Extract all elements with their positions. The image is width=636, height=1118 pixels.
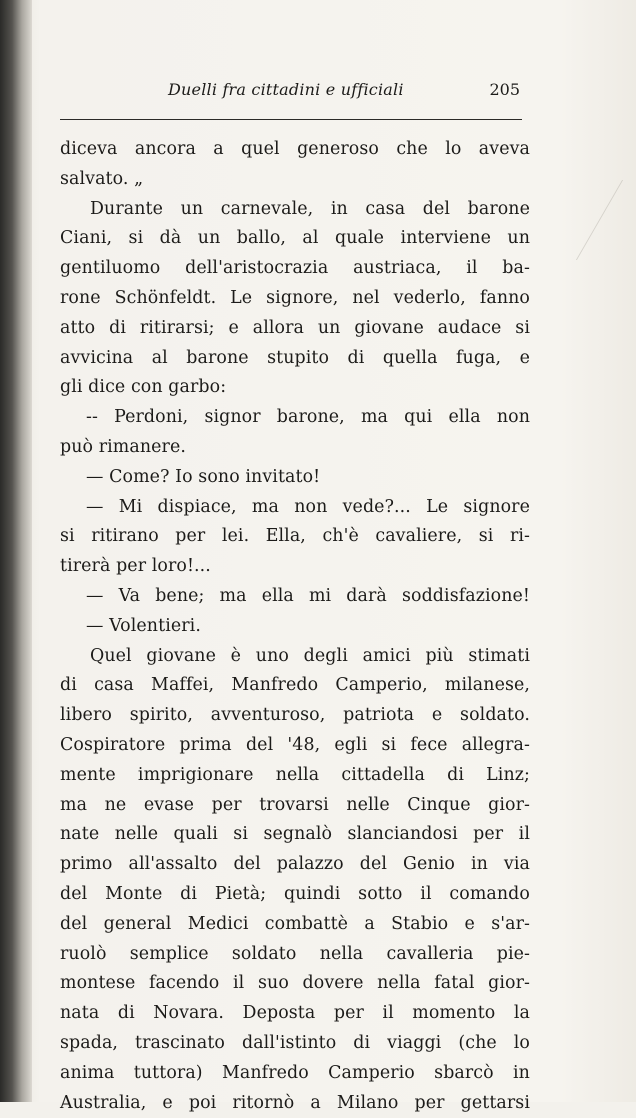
text-line: Quel giovane è uno degli amici più stimati: [60, 642, 530, 672]
text-line: nate nelle quali si segnalò slanciandosi per il: [60, 820, 530, 850]
text-line: Durante un carnevale, in casa del barone: [60, 195, 530, 225]
page-number: 205: [489, 80, 520, 99]
text-line: — Va bene; ma ella mi darà soddisfazione!: [60, 582, 530, 612]
text-line: si ritirano per lei. Ella, ch'è cavaliere, si ri-: [60, 522, 530, 552]
text-line: — Volentieri.: [60, 612, 530, 642]
text-line: salvato. „: [60, 165, 530, 195]
text-line: anima tuttora) Manfredo Camperio sbarcò in: [60, 1059, 530, 1089]
text-line: — Mi dispiace, ma non vede?... Le signore: [60, 493, 530, 523]
text-line: montese facendo il suo dovere nella fatal gior-: [60, 969, 530, 999]
text-line: rone Schönfeldt. Le signore, nel vederlo, fanno: [60, 284, 530, 314]
text-line: — Come? Io sono invitato!: [60, 463, 530, 493]
text-line: nata di Novara. Deposta per il momento la: [60, 999, 530, 1029]
text-line: Australia, e poi ritornò a Milano per gettarsi: [60, 1089, 530, 1118]
text-line: Ciani, si dà un ballo, al quale interviene un: [60, 224, 530, 254]
text-line: può rimanere.: [60, 433, 530, 463]
binding-edge: [0, 0, 32, 1102]
margin-pencil-mark: [576, 180, 636, 260]
body-text: [60, 135, 530, 1118]
header-rule: [60, 119, 522, 120]
text-line: del Monte di Pietà; quindi sotto il comando: [60, 880, 530, 910]
text-line: diceva ancora a quel generoso che lo aveva: [60, 135, 530, 165]
text-line: spada, trascinato dall'istinto di viaggi (che lo: [60, 1029, 530, 1059]
text-line: primo all'assalto del palazzo del Genio in via: [60, 850, 530, 880]
text-line: libero spirito, avventuroso, patriota e soldato.: [60, 701, 530, 731]
text-line: ma ne evase per trovarsi nelle Cinque gior-: [60, 791, 530, 821]
page-header: [60, 80, 520, 108]
text-line: gentiluomo dell'aristocrazia austriaca, il ba-: [60, 254, 530, 284]
text-line: di casa Maffei, Manfredo Camperio, milanese,: [60, 671, 530, 701]
text-line: gli dice con garbo:: [60, 373, 530, 403]
running-title: Duelli fra cittadini e ufficiali: [168, 80, 404, 99]
text-line: ruolò semplice soldato nella cavalleria pie-: [60, 940, 530, 970]
text-line: del general Medici combattè a Stabio e s'ar-: [60, 910, 530, 940]
text-line: avvicina al barone stupito di quella fuga, e: [60, 344, 530, 374]
text-line: -- Perdoni, signor barone, ma qui ella non: [60, 403, 530, 433]
text-line: Cospiratore prima del '48, egli si fece allegra-: [60, 731, 530, 761]
text-line: tirerà per loro!...: [60, 552, 530, 582]
text-line: mente imprigionare nella cittadella di Linz;: [60, 761, 530, 791]
text-line: atto di ritirarsi; e allora un giovane audace si: [60, 314, 530, 344]
